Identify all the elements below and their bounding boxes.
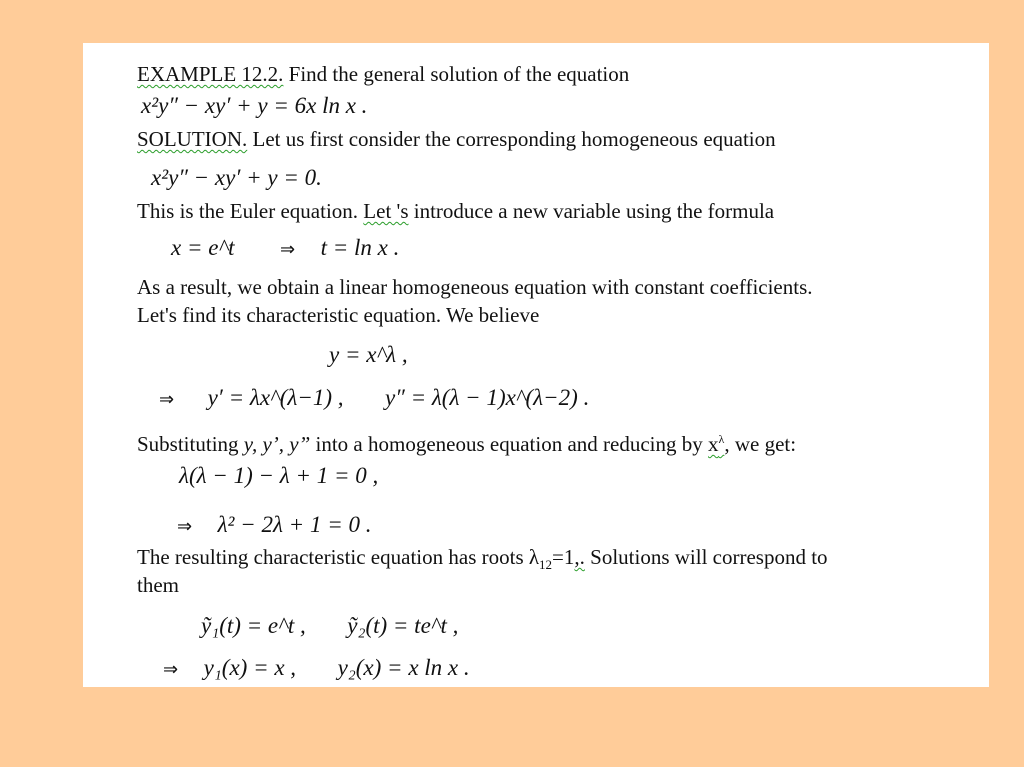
implies-arrow-icon: ⇒ bbox=[177, 516, 193, 537]
reducing-lambda: λ bbox=[718, 432, 725, 446]
char-eq1-text: λ(λ − 1) − λ + 1 = 0 , bbox=[179, 463, 379, 488]
euler-lets: Let 's bbox=[363, 199, 409, 223]
example-equation-text: x²y″ − xy′ + y = 6x ln x . bbox=[141, 93, 368, 118]
solutions-in-x bbox=[163, 653, 470, 685]
implies-arrow-icon: ⇒ bbox=[280, 239, 296, 260]
roots-paragraph-line1 bbox=[137, 543, 828, 579]
roots-line2-text: them bbox=[137, 573, 179, 597]
substituting-before: Substituting bbox=[137, 432, 244, 456]
first-derivative: y′ = λx^(λ−1) , bbox=[207, 385, 344, 410]
characteristic-equation-expanded bbox=[179, 461, 378, 491]
roots-subscript: 12 bbox=[539, 557, 553, 573]
reducing-factor bbox=[708, 432, 724, 456]
euler-text-after: introduce a new variable using the formula bbox=[408, 199, 775, 223]
solution-label: SOLUTION. bbox=[137, 127, 248, 151]
second-derivative: y″ = λ(λ − 1)x^(λ−2) . bbox=[385, 385, 590, 410]
substituting-middle: into a homogeneous equation and reducing by bbox=[310, 432, 709, 456]
substituting-after: , we get: bbox=[724, 432, 797, 456]
derivatives-line bbox=[159, 383, 589, 415]
euler-paragraph bbox=[137, 197, 774, 225]
solutions-in-t bbox=[201, 611, 458, 641]
solution-heading bbox=[137, 125, 776, 153]
roots-before: The resulting characteristic equation has roots λ bbox=[137, 545, 540, 569]
solution-y2-t: ỹ₂(t) = te^t , bbox=[347, 613, 459, 638]
result-paragraph-line1 bbox=[137, 273, 813, 301]
solution-y1-x: y₁(x) = x , bbox=[203, 655, 297, 680]
substitution-left: x = e^t bbox=[171, 235, 235, 260]
slide-content bbox=[83, 43, 989, 687]
roots-after: Solutions will correspond to bbox=[584, 545, 828, 569]
example-heading bbox=[137, 60, 629, 88]
solution-text: Let us first consider the corresponding homogeneous equation bbox=[247, 127, 776, 151]
euler-text-before: This is the Euler equation. bbox=[137, 199, 364, 223]
char-eq2-text: λ² − 2λ + 1 = 0 . bbox=[217, 512, 372, 537]
reducing-x: x bbox=[708, 432, 719, 456]
solution-y2-x: y₂(x) = x ln x . bbox=[337, 655, 470, 680]
homogeneous-equation bbox=[151, 163, 322, 193]
implies-arrow-icon: ⇒ bbox=[163, 659, 179, 680]
substitution-right: t = ln x . bbox=[320, 235, 400, 260]
substituting-paragraph bbox=[137, 425, 796, 458]
substitution-formula bbox=[171, 233, 399, 265]
example-label: EXAMPLE 12.2. bbox=[137, 62, 284, 86]
roots-paragraph-line2 bbox=[137, 571, 179, 599]
homogeneous-equation-text: x²y″ − xy′ + y = 0. bbox=[151, 165, 322, 190]
solution-y1-t: ỹ₁(t) = e^t , bbox=[201, 613, 306, 638]
result-line2-text: Let's find its characteristic equation. We believe bbox=[137, 303, 540, 327]
power-ansatz bbox=[329, 340, 408, 370]
substituting-vars: y, y’, y” bbox=[243, 432, 311, 456]
power-ansatz-text: y = x^λ , bbox=[329, 342, 408, 367]
implies-arrow-icon: ⇒ bbox=[159, 389, 175, 410]
characteristic-equation bbox=[177, 510, 371, 542]
roots-value: =1 bbox=[552, 545, 575, 569]
example-equation bbox=[141, 91, 367, 121]
example-text: Find the general solution of the equation bbox=[283, 62, 630, 86]
result-paragraph-line2 bbox=[137, 301, 539, 329]
roots-mark: ,. bbox=[574, 545, 585, 569]
result-line1-text: As a result, we obtain a linear homogeneous equation with constant coefficients. bbox=[137, 275, 813, 299]
